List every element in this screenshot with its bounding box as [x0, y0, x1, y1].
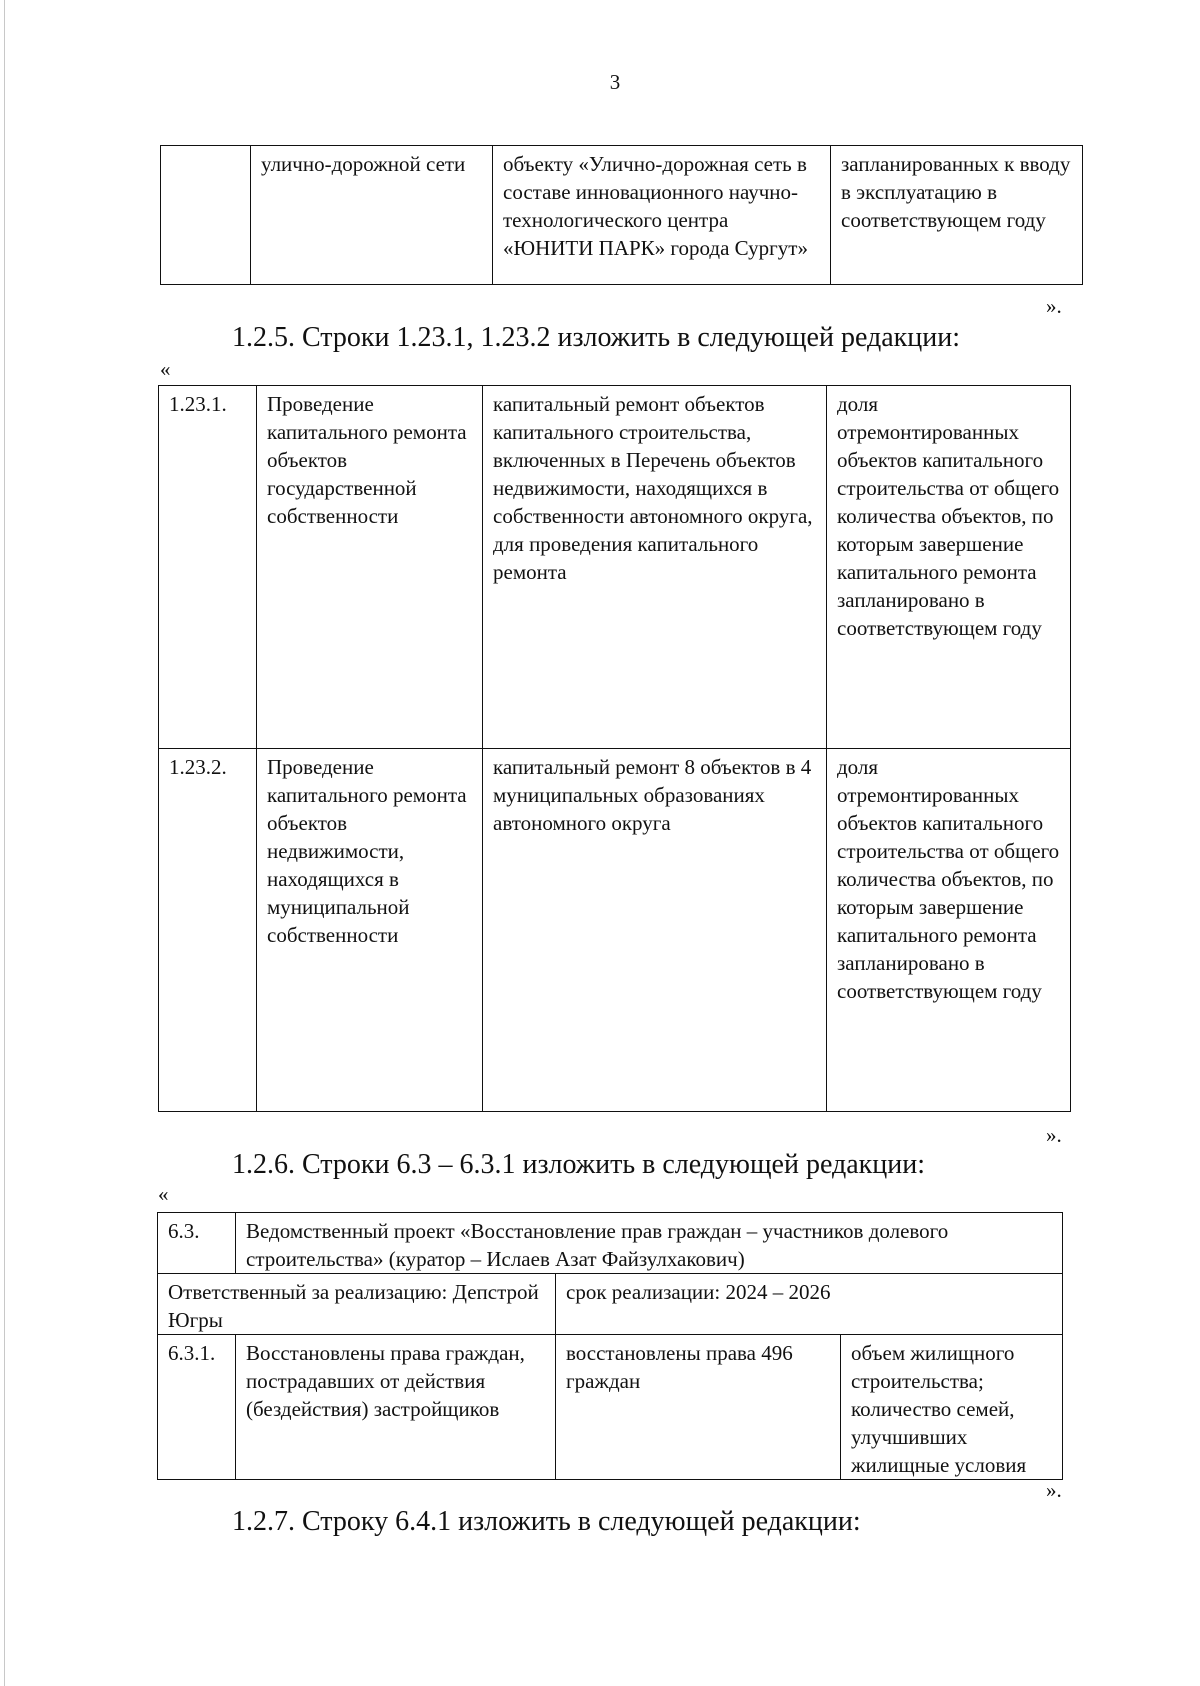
- table-row: [158, 1335, 1063, 1480]
- table-row: [159, 749, 1071, 1112]
- heading-1-2-7: 1.2.7. Строку 6.4.1 изложить в следующей редакции:: [232, 1506, 861, 1537]
- table-1-2-6: [157, 1212, 1063, 1480]
- cell-project-number: 6.3.: [158, 1213, 236, 1274]
- close-quote-2: ».: [1046, 1123, 1062, 1147]
- table-row: [159, 386, 1071, 749]
- table-continuation: [160, 145, 1083, 285]
- page-number: 3: [609, 70, 621, 94]
- cell-project-title: Ведомственный проект «Восстановление прав граждан – участников долевого строительства» (куратор – Ислаев Азат Файзулхакович): [236, 1213, 1063, 1274]
- cell-number: [161, 146, 251, 285]
- cell-name: улично-дорожной сети: [251, 146, 493, 285]
- cell-name: Проведение капитального ремонта объектов недвижимости, находящихся в муниципальной собственности: [257, 749, 483, 1112]
- heading-1-2-5: 1.2.5. Строки 1.23.1, 1.23.2 изложить в следующей редакции:: [232, 322, 961, 353]
- heading-1-2-6: 1.2.6. Строки 6.3 – 6.3.1 изложить в следующей редакции:: [232, 1149, 926, 1180]
- cell-indicator: доля отремонтированных объектов капитального строительства от общего количества объектов, по которым завершение капитального ремонта запланировано в соответствующем году: [827, 386, 1071, 749]
- cell-indicator: запланированных к вводу в эксплуатацию в соответствующем году: [831, 146, 1083, 285]
- cell-number: 6.3.1.: [158, 1335, 236, 1480]
- close-quote-3: ».: [1046, 1478, 1062, 1502]
- table-1-2-5: [158, 385, 1071, 1112]
- cell-name: Проведение капитального ремонта объектов государственной собственности: [257, 386, 483, 749]
- scan-edge: [4, 0, 5, 1686]
- cell-number: 1.23.2.: [159, 749, 257, 1112]
- cell-number: 1.23.1.: [159, 386, 257, 749]
- cell-indicator: объем жилищного строительства; количество семей, улучшивших жилищные условия: [841, 1335, 1063, 1480]
- cell-indicator: доля отремонтированных объектов капитального строительства от общего количества объектов, по которым завершение капитального ремонта запланировано в соответствующем году: [827, 749, 1071, 1112]
- cell-result: восстановлены права 496 граждан: [556, 1335, 841, 1480]
- open-quote-1: «: [160, 357, 171, 381]
- cell-result: капитальный ремонт объектов капитального строительства, включенных в Перечень объектов недвижимости, находящихся в собственности автономного округа, для проведения капитального ремонта: [483, 386, 827, 749]
- cell-result: объекту «Улично-дорожная сеть в составе инновационного научно-технологического центра «ЮНИТИ ПАРК» города Сургут»: [493, 146, 831, 285]
- table-row: [158, 1213, 1063, 1274]
- cell-result: капитальный ремонт 8 объектов в 4 муниципальных образованиях автономного округа: [483, 749, 827, 1112]
- cell-responsible: Ответственный за реализацию: Депстрой Югры: [158, 1274, 556, 1335]
- close-quote-1: ».: [1046, 294, 1062, 318]
- table-row: [161, 146, 1083, 285]
- cell-name: Восстановлены права граждан, пострадавших от действия (бездействия) застройщиков: [236, 1335, 556, 1480]
- table-row: [158, 1274, 1063, 1335]
- cell-term: срок реализации: 2024 – 2026: [556, 1274, 1063, 1335]
- open-quote-2: «: [158, 1182, 169, 1206]
